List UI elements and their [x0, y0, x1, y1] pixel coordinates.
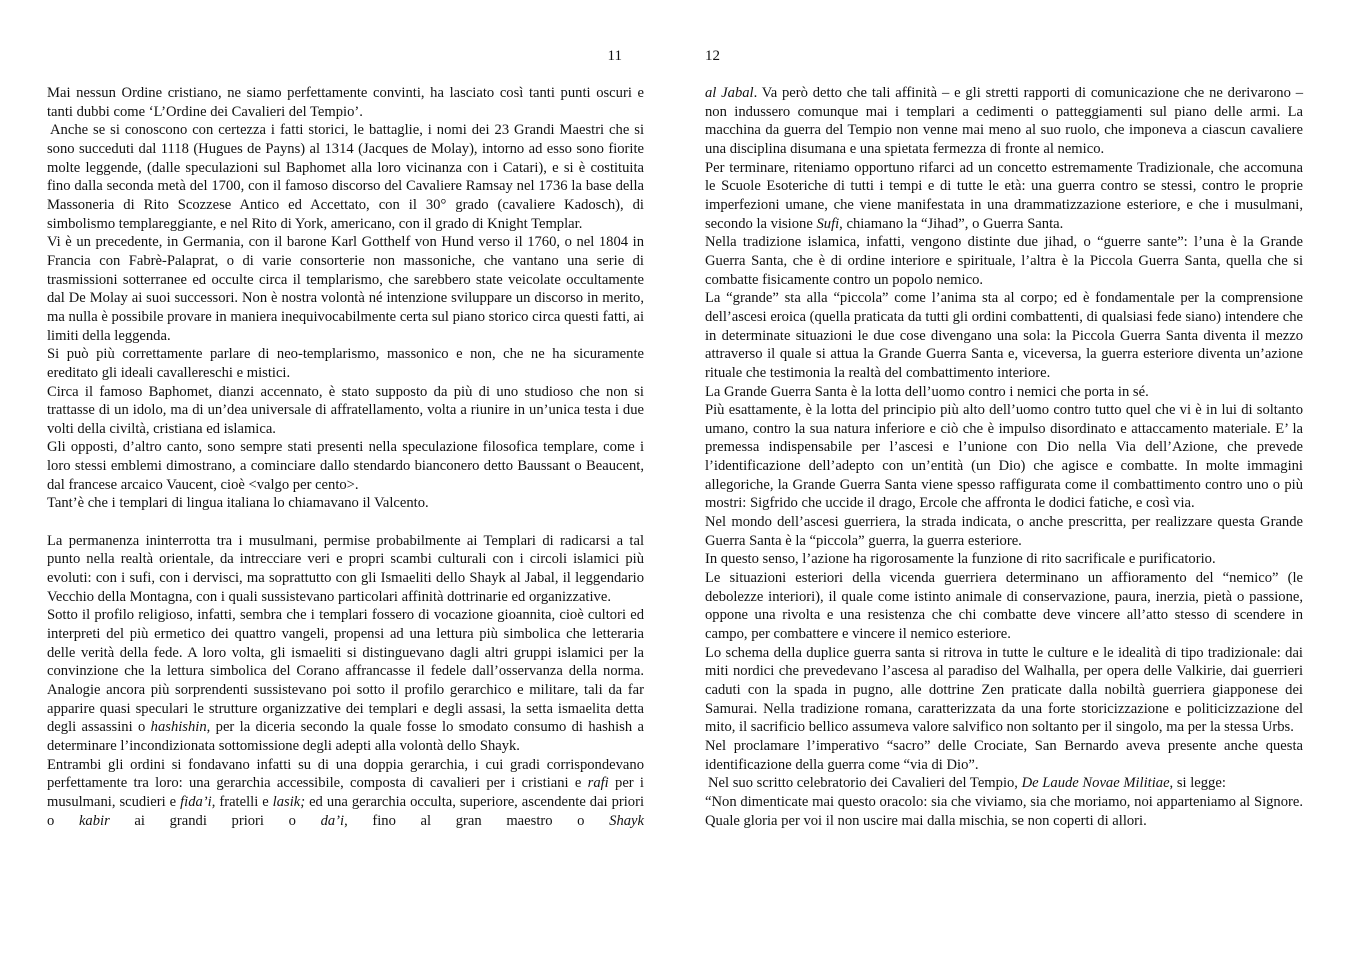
right-page	[705, 0, 1303, 963]
paragraph: Nel proclamare l’imperativo “sacro” delle Crociate, San Bernardo aveva presente anche questa identificazione della guerra come “via di Dio”.	[705, 737, 1303, 773]
paragraph-gap	[47, 513, 644, 532]
text-run: , fratelli e	[211, 793, 273, 810]
page-number: 11	[607, 48, 622, 64]
paragraph: La “grande” sta alla “piccola” come l’anima sta al corpo; ed è fondamentale per la comprensione dell’ascesi eroica (quella praticata da tutti gli ordini combattenti, di qualsiasi fede siano) intendere che in determinate situazioni le due cose divengano una sola: la Piccola Guerra Santa diventa il mezzo attraverso il quale si attua la Grande Guerra Santa e, viceversa, la guerra esteriore diventa un’azione rituale che testimonia la realtà del combattimento interiore.	[705, 290, 1303, 381]
text-run: per i musulmani, scudieri e	[47, 775, 644, 810]
text-run: , fino al gran maestro o	[344, 812, 610, 829]
paragraph: Si può più correttamente parlare di neo-templarismo, massonico e non, che ne ha sicuramente ereditato gli ideali cavallereschi e mistici.	[47, 346, 644, 381]
italic-term: da’i	[320, 812, 345, 829]
text-run: Entrambi gli ordini si fondavano infatti su di una doppia gerarchia, i cui gradi corrispondevano perfettamente tra loro: una gerarchia accessibile, composta di cavalieri per i cristiani e	[47, 756, 644, 792]
page-body	[705, 84, 1303, 830]
italic-term: kabir	[78, 812, 110, 829]
text-run: Per terminare, riteniamo opportuno rifarci ad un concetto estremamente Tradizionale, che accomuna le Scuole Esoteriche di tutti i tempi e di tutte le età: una guerra contro se stessi, contro le proprie imperfezioni umane, che viene manifestata in una drammatizzazione esteriore, e che i musulmani, secondo la visione	[705, 159, 1303, 232]
page-body	[47, 84, 644, 830]
paragraph: Vi è un precedente, in Germania, con il barone Karl Gotthelf von Hund verso il 1760, o nel 1804 in Francia con Fabrè-Palaprat, o di varie consorterie non massoniche, che vantano una serie di trasmissioni sotterranee ed occulte circa il templarismo, che sarebbero state veicolate occultamente dal De Molay ai suoi successori. Non è nostra volontà né intenzione sviluppare un discorso in merito, ma nulla è possibile provare in maniera inequivocabilmente certa sul piano storico circa questi fatti, ai limiti della leggenda.	[47, 234, 644, 344]
text-run: ed una gerarchia occulta, superiore, ascendente dai priori o	[47, 793, 644, 829]
text-run: . Va però detto che tali affinità – e gli stretti rapporti di comunicazione che ne derivarono – non indussero comunque mai i templari a cedimenti o patteggiamenti sul piano delle armi. La macchina da guerra del Tempio non venne mai meno al suo ruolo, che imponeva a ciascun cavaliere una disciplina disumana e una spietata fermezza di fronte al nemico.	[705, 85, 1303, 157]
paragraph: Nella tradizione islamica, infatti, vengono distinte due jihad, o “guerre sante”: l’una è la Grande Guerra Santa, che è di ordine interiore e spirituale, l’altra è la Piccola Guerra Santa, quella che si combatte fisicamente contro un popolo nemico.	[705, 234, 1303, 288]
italic-term: De Laude Novae Militiae	[1021, 775, 1170, 792]
paragraph: Nel mondo dell’ascesi guerriera, la strada indicata, o anche prescritta, per realizzare questa Grande Guerra Santa è la “piccola” guerra, la guerra esteriore.	[705, 514, 1303, 549]
paragraph: “Non dimenticate mai questo oracolo: sia che viviamo, sia che moriamo, noi apparteniamo al Signore. Quale gloria per voi il non uscire mai dalla mischia, se non coperti di allori.	[705, 793, 1303, 829]
paragraph: Tant’è che i templari di lingua italiana lo chiamavano il Valcento.	[47, 495, 429, 512]
italic-term: rafi	[587, 775, 609, 792]
text-run: ai grandi priori o	[109, 812, 321, 829]
paragraph	[705, 84, 1303, 159]
italic-term: hashishin	[150, 719, 207, 736]
text-run: Sotto il profilo religioso, infatti, sembra che i templari fossero di vocazione gioannita, cioè cultori ed interpreti del più ermetico dei quattro vangeli, propensi ad una lettura più simbolica che letteraria delle verità della fede. A loro volta, gli ismaeliti si distinguevano dagli altri gruppi islamici per la convinzione che la lettura simbolica del Corano affrancasse il fedele dall’osservanza della norma. Analogie ancora più sorprendenti sussistevano poi sotto il profilo gerarchico e militare, tali da far apparire quasi speculari le strutture organizzative dei templari e degli assasi, la setta ismaelita detta degli assassini o	[47, 607, 644, 736]
italic-term: Sufi	[816, 215, 840, 232]
text-run: Nel suo scritto celebratorio dei Cavalieri del Tempio,	[708, 775, 1022, 792]
text-run: , chiamano la “Jihad”, o Guerra Santa.	[839, 215, 1064, 232]
italic-term: al Jabal	[705, 85, 754, 101]
text-run: , per la diceria secondo la quale fosse lo smodato consumo di hashish a determinare l’incondizionata sottomissione degli adepti alla volontà dello Shayk.	[47, 719, 644, 754]
page-number: 12	[705, 48, 720, 64]
paragraph: Più esattamente, è la lotta del principio più alto dell’uomo contro tutto quel che vi è in lui di soltanto umano, contro la sua natura inferiore e ciò che è impulso disordinato e attaccamento materiale. E’ la premessa indispensabile per l’ascesi e l’unione con Dio nella Via dell’Azione, che prevede l’identificazione dell’adepto con un’entità (un Dio) che agisce e combatte. In molte immagini allegoriche, la Grande Guerra Santa viene spesso raffigurata come il combattimento contro uno o più mostri: Sigfrido che uccide il drago, Ercole che affronta le dodici fatiche, e così via.	[705, 402, 1303, 512]
left-page	[47, 0, 644, 963]
paragraph: Lo schema della duplice guerra santa si ritrova in tutte le culture e le idealità di tipo tradizionale: dai miti nordici che prevedevano l’ascesa al paradiso del Walhalla, per opera delle Valkirie, dai guerrieri caduti con la spada in pugno, alle dottrine Zen praticate dalla nobiltà guerriera giapponese dei Samurai. Nella tradizione romana, caratterizzata da una forte storicizzazione e politicizzazione del mito, il sacrificio bellico assumeva valore salvifico non soltanto per il singolo, ma per la stessa Urbs.	[705, 644, 1303, 736]
italic-term: lasik;	[272, 793, 306, 810]
paragraph	[47, 606, 644, 755]
italic-term: Shayk	[609, 812, 644, 829]
paragraph	[705, 159, 1303, 234]
paragraph: Circa il famoso Baphomet, dianzi accennato, è stato supposto da più di uno studioso che non si trattasse di un idolo, ma di un’dea universale di affratellamento, volta a riunire in un’unica testa i due volti della civiltà, cristiana ed islamica.	[47, 383, 644, 437]
paragraph: Mai nessun Ordine cristiano, ne siamo perfettamente convinti, ha lasciato così tanti punti oscuri e tanti dubbi come ‘L’Ordine dei Cavalieri del Tempio’.	[47, 85, 644, 120]
paragraph: La permanenza ininterrotta tra i musulmani, permise probabilmente ai Templari di radicarsi a tal punto nella realtà orientale, da intrecciare veri e propri scambi culturali con i circoli islamici più evoluti: con i sufi, con i dervisci, ma soprattutto con gli Ismaeliti dello Shayk al Jabal, il leggendario Vecchio della Montagna, con i quali sussistevano particolari affinità dottrinarie ed organizzative.	[47, 532, 644, 605]
text-run: , si legge:	[1169, 775, 1226, 792]
italic-term: fida’i	[180, 793, 212, 810]
paragraph: Le situazioni esteriori della vicenda guerriera determinano un affioramento del “nemico” (le debolezze interiori), il quale come istinto animale di conservazione, paura, inerzia, pietà o passione, oppone una rivolta e una resistenza che chi combatte deve vincere all’atto stesso di scendere in campo, per combattere e vincere il nemico esteriore.	[705, 570, 1303, 643]
paragraph: La Grande Guerra Santa è la lotta dell’uomo contro i nemici che porta in sé.	[705, 383, 1149, 400]
paragraph: Gli opposti, d’altro canto, sono sempre stati presenti nella speculazione filosofica templare, come i loro stessi emblemi dimostrano, a cominciare dallo stendardo bianconero detto Baussant o Beaucent, dal francese arcaico Vaucent, cioè <valgo per cento>.	[47, 439, 644, 493]
paragraph: In questo senso, l’azione ha rigorosamente la funzione di rito sacrificale e purificatorio.	[705, 551, 1216, 568]
paragraph	[47, 756, 644, 831]
paragraph: Anche se si conoscono con certezza i fatti storici, le battaglie, i nomi dei 23 Grandi Maestri che si sono succeduti dal 1118 (Hugues de Payns) al 1314 (Jacques de Molay), intorno ad esso sono fiorite molte leggende, (dalle speculazioni sul Baphomet alla loro vicinanza con i Catari), e si è costituita fino dalla seconda metà del 1700, con il famoso discorso del Cavaliere Ramsay nel 1736 la base della Massoneria di Rito Scozzese Antico ed Accettato, con il 30° grado (cavaliere Kadosch), di simbolismo templareggiante, e nel Rito di York, americano, con il grado di Knight Templar.	[47, 122, 644, 232]
paragraph	[705, 774, 1303, 793]
